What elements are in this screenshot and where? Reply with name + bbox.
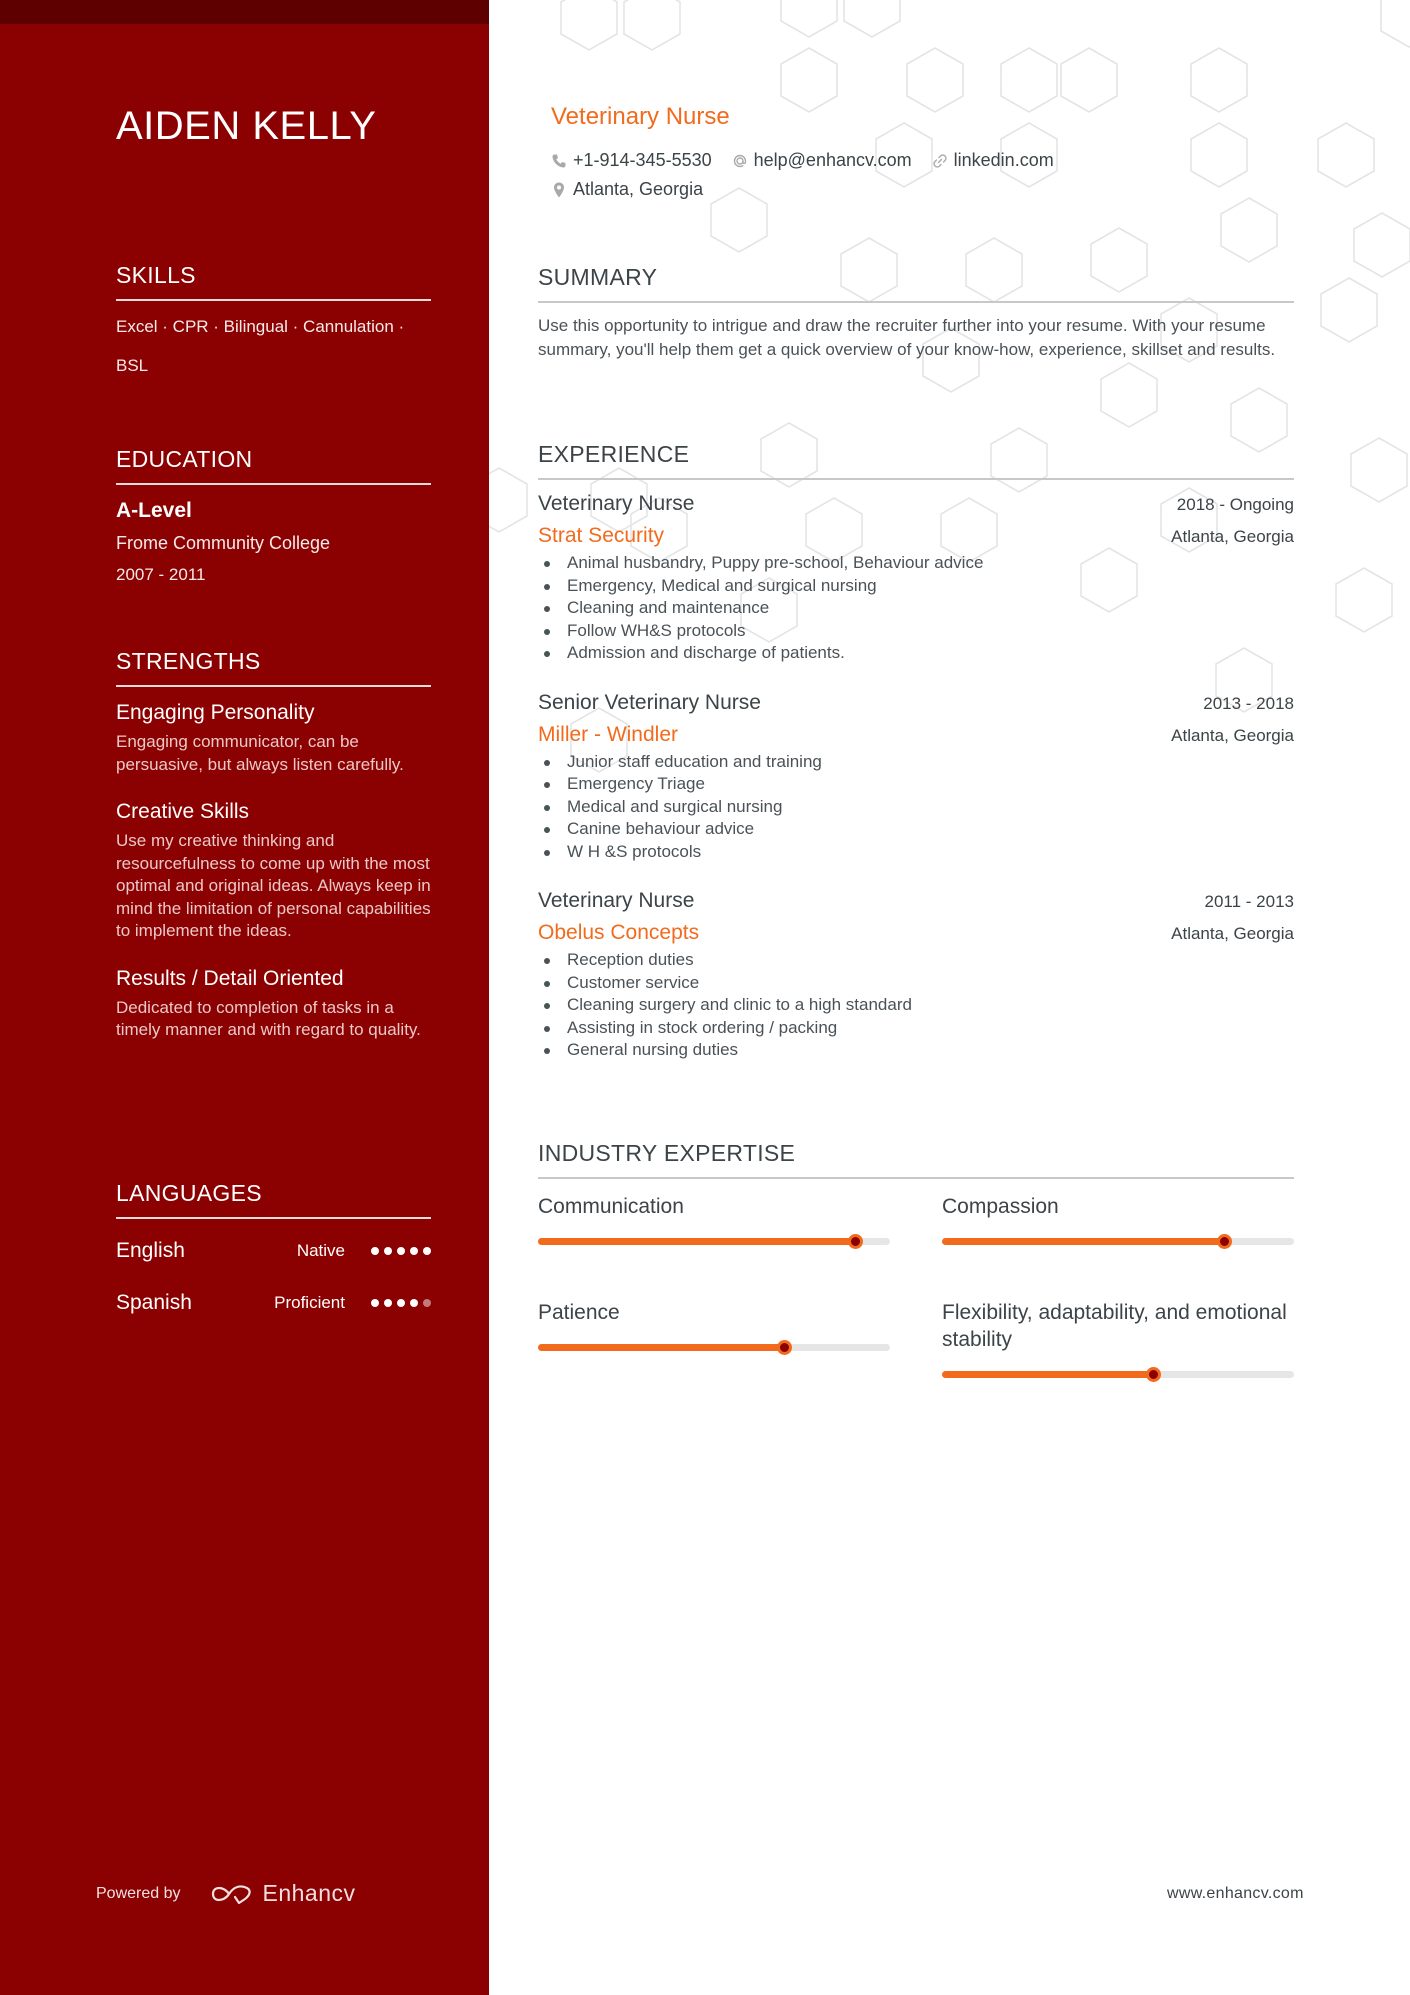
strength-item [116,800,431,943]
language-name: English [116,1239,185,1262]
expertise-item [538,1299,890,1378]
job-bullets [538,751,1294,864]
language-name: Spanish [116,1291,192,1314]
rating-dot-filled [397,1299,405,1307]
job-role: Senior Veterinary Nurse [538,690,761,714]
skills-line-2: BSL [116,356,149,375]
languages-title: LANGUAGES [116,1180,431,1219]
expertise-name: Patience [538,1301,620,1324]
strength-description: Use my creative thinking and resourcefulness to come up with the most optimal and original ideas. Always keep in mind the limitation of personal capabilities to implement the ideas. [116,831,431,940]
education-school: Frome Community College [116,533,331,553]
expertise-grid [538,1193,1294,1404]
location-text: Atlanta, Georgia [573,179,704,199]
expertise-level-fill [538,1238,855,1245]
job-role: Veterinary Nurse [538,492,695,515]
contact-linkedin[interactable] [932,150,1054,171]
contact-row-location [551,179,723,200]
language-rating [371,1299,431,1307]
skills-list [116,307,431,385]
footer-website-link[interactable]: www.enhancv.com [1167,1885,1304,1902]
skills-line-1: Excel · CPR · Bilingual · Cannulation · [116,317,405,336]
rating-dot-filled [410,1299,418,1307]
summary-section [538,264,1294,362]
expertise-name: Communication [538,1195,684,1218]
expertise-level-bar [538,1344,890,1351]
job-location: Atlanta, Georgia [1171,725,1294,745]
education-title: EDUCATION [116,446,431,485]
industry-expertise-title: INDUSTRY EXPERTISE [538,1140,1294,1179]
job-bullet: Junior staff education and training [538,751,1294,774]
expertise-item [942,1193,1294,1245]
job-dates: 2011 - 2013 [1204,892,1294,911]
rating-dot-filled [384,1247,392,1255]
industry-expertise-section [538,1140,1294,1404]
education-section [116,446,431,585]
experience-entry [538,691,1294,864]
job-bullet: Customer service [538,972,1294,995]
job-bullet: Assisting in stock ordering / packing [538,1017,1294,1040]
job-bullet: Cleaning and maintenance [538,597,1294,620]
rating-dot-filled [423,1247,431,1255]
expertise-level-bar [942,1238,1294,1245]
enhancv-logo[interactable] [209,1880,356,1907]
linkedin-url: linkedin.com [953,150,1054,170]
job-bullet: Medical and surgical nursing [538,796,1294,819]
expertise-level-bar [538,1238,890,1245]
expertise-item [538,1193,890,1245]
powered-by [96,1880,356,1907]
education-degree: A-Level [116,499,192,522]
expertise-level-knob [1146,1367,1161,1382]
expertise-level-knob [848,1234,863,1249]
job-company: Strat Security [538,524,665,547]
job-bullet: Emergency Triage [538,773,1294,796]
experience-section [538,441,1294,1062]
enhancv-brand-name: Enhancv [262,1880,356,1906]
job-dates: 2013 - 2018 [1203,693,1294,713]
strength-title: Results / Detail Oriented [116,966,344,990]
strength-title: Creative Skills [116,800,250,823]
job-bullet: Animal husbandry, Puppy pre-school, Behaviour advice [538,552,1294,575]
rating-dot-empty [423,1299,431,1307]
email-address: help@enhancv.com [753,150,912,170]
job-location: Atlanta, Georgia [1171,924,1294,943]
candidate-name: AIDEN KELLY [116,104,377,148]
job-company: Obelus Concepts [538,921,700,944]
job-bullet: Emergency, Medical and surgical nursing [538,575,1294,598]
map-pin-icon [551,181,567,199]
contact-email[interactable] [732,150,912,171]
rating-dot-filled [410,1247,418,1255]
skills-section [116,262,431,385]
strength-description: Dedicated to completion of tasks in a timely manner and with regard to quality. [116,997,421,1039]
at-icon [732,153,748,169]
expertise-item [942,1299,1294,1378]
job-bullet: Follow WH&S protocols [538,620,1294,643]
expertise-level-fill [942,1371,1153,1378]
strengths-section [116,648,431,1042]
strength-item [116,967,431,1042]
rating-dot-filled [384,1299,392,1307]
rating-dot-filled [371,1247,379,1255]
language-row [116,1239,431,1263]
expertise-name: Compassion [942,1195,1059,1218]
link-icon [932,153,948,169]
expertise-level-fill [538,1344,784,1351]
experience-entry [538,492,1294,665]
job-dates: 2018 - Ongoing [1176,495,1294,514]
sidebar-top-band [0,0,489,24]
languages-section [116,1180,431,1315]
language-row [116,1291,431,1315]
expertise-level-knob [1217,1234,1232,1249]
job-location: Atlanta, Georgia [1171,527,1294,546]
phone-number: +1-914-345-5530 [573,150,712,170]
job-bullet: Admission and discharge of patients. [538,642,1294,665]
summary-text: Use this opportunity to intrigue and draw the recruiter further into your resume. With your resume summary, you'll help them get a quick overview of your know-how, experience, skillset and results. [538,316,1276,359]
expertise-level-fill [942,1238,1224,1245]
contact-location [551,179,703,200]
language-level: Native [296,1241,345,1260]
sidebar [0,0,489,1995]
powered-by-label: Powered by [96,1884,181,1902]
expertise-level-bar [942,1371,1294,1378]
strengths-title: STRENGTHS [116,648,431,687]
job-bullet: W H &S protocols [538,841,1294,864]
education-dates: 2007 - 2011 [116,565,206,584]
contact-row [551,150,1074,171]
strength-title: Engaging Personality [116,701,315,724]
rating-dot-filled [371,1299,379,1307]
strength-description: Engaging communicator, can be persuasive, but always listen carefully. [116,732,404,774]
enhancv-logo-icon [209,1882,255,1906]
headline-job-title: Veterinary Nurse [551,103,730,130]
language-level: Proficient [274,1293,345,1312]
job-bullets [538,552,1294,665]
strength-item [116,701,431,776]
skills-title: SKILLS [116,262,431,301]
job-bullet: Canine behaviour advice [538,818,1294,841]
language-rating [371,1247,431,1255]
contact-phone[interactable] [551,150,712,171]
expertise-name: Flexibility, adaptability, and emotional stability [942,1301,1287,1351]
expertise-level-knob [777,1340,792,1355]
phone-icon [551,153,567,169]
rating-dot-filled [397,1247,405,1255]
summary-title: SUMMARY [538,264,1294,303]
main-content [489,0,1410,1995]
job-bullet: General nursing duties [538,1039,1294,1062]
job-role: Veterinary Nurse [538,889,695,912]
job-bullet: Cleaning surgery and clinic to a high standard [538,994,1294,1017]
job-bullet: Reception duties [538,949,1294,972]
job-company: Miller - Windler [538,722,679,746]
job-bullets [538,949,1294,1062]
experience-entry [538,889,1294,1062]
experience-title: EXPERIENCE [538,441,1294,480]
